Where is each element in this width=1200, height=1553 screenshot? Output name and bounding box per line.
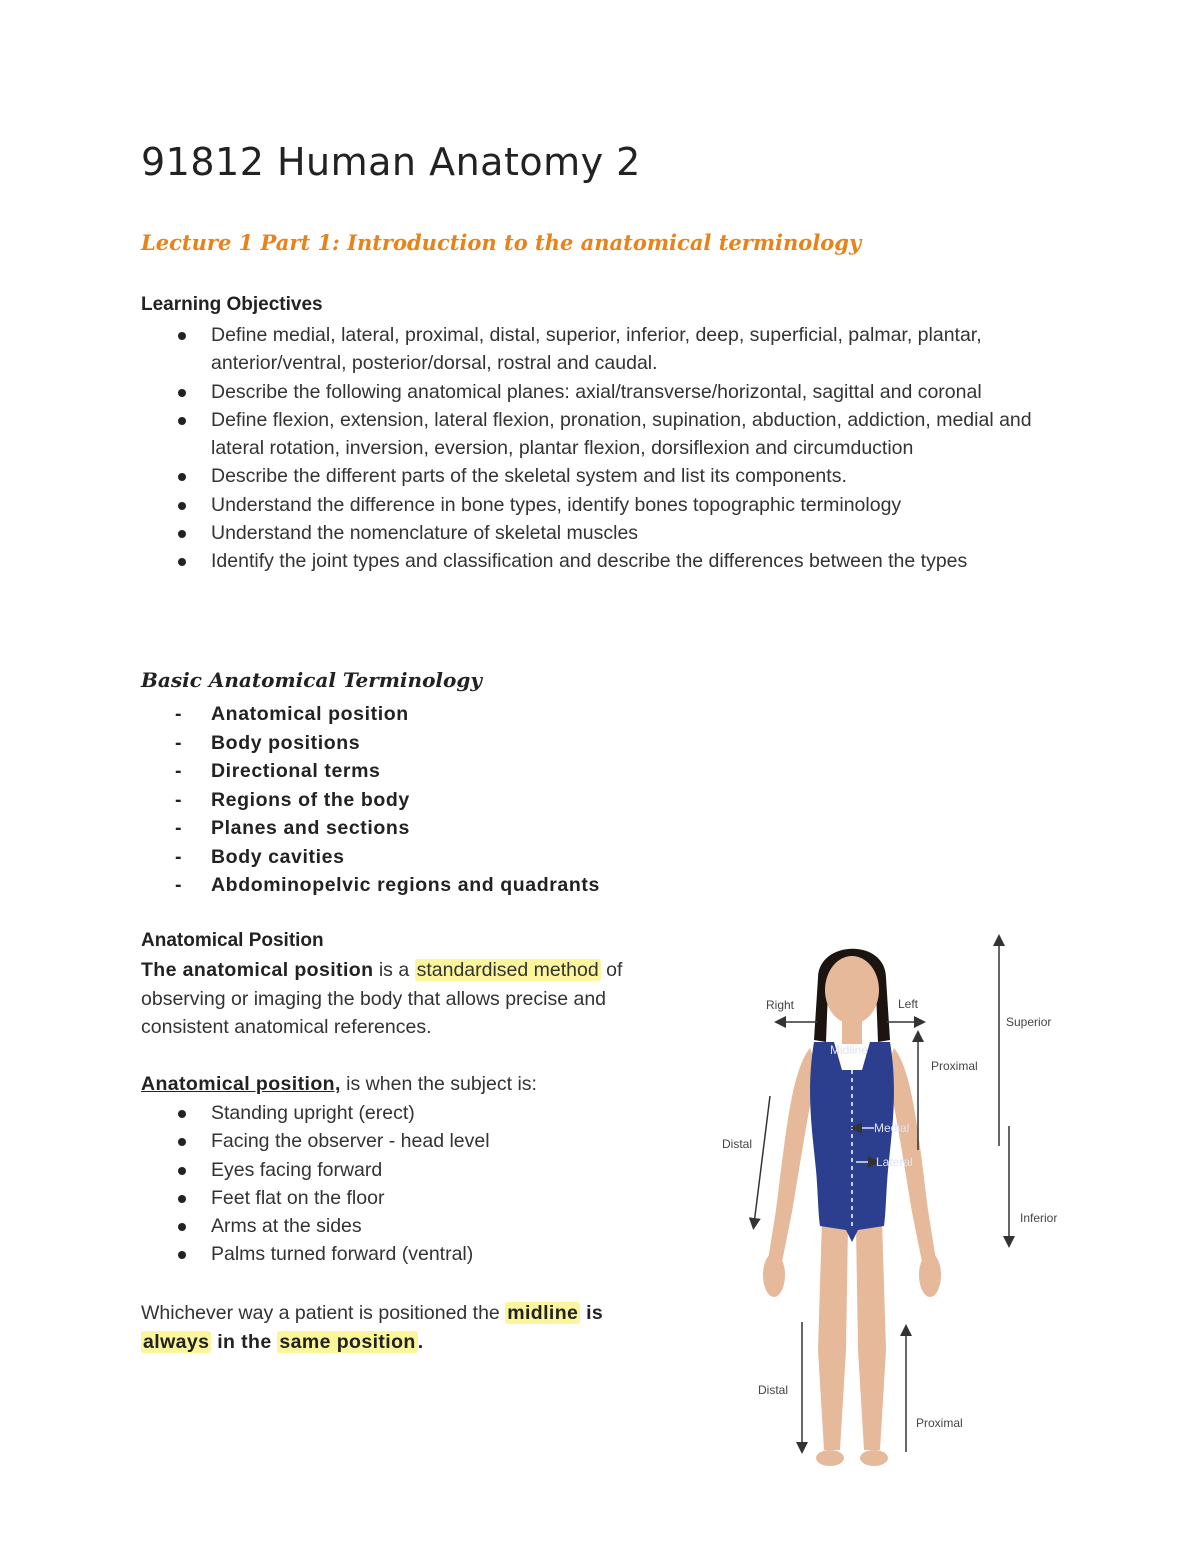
list-item: - Body positions bbox=[141, 729, 600, 758]
label-lateral: Lateral bbox=[876, 1155, 913, 1169]
label-proximal-leg: Proximal bbox=[916, 1416, 963, 1430]
closing-end: . bbox=[417, 1330, 424, 1353]
anatomical-position-criteria bbox=[141, 1099, 661, 1269]
label-distal-arm: Distal bbox=[722, 1137, 753, 1151]
learning-objectives-list bbox=[141, 321, 1071, 576]
list-item: - Body cavities bbox=[141, 843, 600, 872]
label-left: Left bbox=[898, 997, 919, 1011]
basic-terminology-heading: Basic Anatomical Terminology bbox=[141, 668, 482, 692]
highlight-midline: midline bbox=[507, 1302, 579, 1324]
learning-objectives-label: Learning Objectives bbox=[141, 294, 323, 315]
highlight-same-position: same position bbox=[279, 1330, 416, 1353]
left-hand bbox=[919, 1253, 941, 1297]
anatomical-position-definition bbox=[141, 1070, 537, 1099]
right-hand bbox=[763, 1253, 785, 1297]
closing-is: is bbox=[580, 1302, 604, 1324]
right-foot bbox=[816, 1450, 844, 1466]
highlight-always: always bbox=[143, 1330, 210, 1353]
intro-bold-term: The anatomical position bbox=[141, 959, 374, 981]
left-foot bbox=[860, 1450, 888, 1466]
label-proximal-top: Proximal bbox=[931, 1059, 978, 1073]
list-item: - Anatomical position bbox=[141, 700, 600, 729]
list-item: Identify the joint types and classification and describe the differences between the types bbox=[141, 547, 1071, 575]
list-item: Facing the observer - head level bbox=[141, 1127, 661, 1155]
head bbox=[825, 956, 879, 1024]
label-midline: Midline bbox=[830, 1043, 869, 1057]
human-figure bbox=[763, 949, 941, 1466]
list-item: Feet flat on the floor bbox=[141, 1184, 661, 1212]
list-item: Describe the following anatomical planes: axial/transverse/horizontal, sagittal and coronal bbox=[141, 378, 1071, 406]
label-right: Right bbox=[766, 998, 795, 1012]
list-item: Define flexion, extension, lateral flexion, pronation, supination, abduction, addiction, medial and lateral rotation, inversion, eversion, plantar flexion, dorsiflexion and circumduction bbox=[141, 406, 1071, 463]
list-item: Standing upright (erect) bbox=[141, 1099, 661, 1127]
list-item: - Planes and sections bbox=[141, 814, 600, 843]
basic-terminology-list bbox=[141, 700, 600, 900]
lecture-heading: Lecture 1 Part 1: Introduction to the anatomical terminology bbox=[141, 230, 862, 255]
document-title: 91812 Human Anatomy 2 bbox=[141, 140, 641, 184]
list-item: Eyes facing forward bbox=[141, 1156, 661, 1184]
list-item: Understand the nomenclature of skeletal muscles bbox=[141, 519, 1071, 547]
list-item: Define medial, lateral, proximal, distal, superior, inferior, deep, superficial, palmar, plantar, anterior/ventral, posterior/dorsal, rostral and caudal. bbox=[141, 321, 1071, 378]
list-item: - Regions of the body bbox=[141, 786, 600, 815]
label-distal-leg: Distal bbox=[758, 1383, 789, 1397]
highlight-standardised-method: standardised method bbox=[416, 959, 599, 981]
distal-arm-arrow bbox=[754, 1096, 770, 1224]
anatomical-position-label: Anatomical Position bbox=[141, 930, 324, 951]
neck bbox=[842, 1020, 862, 1044]
anatomy-illustration bbox=[718, 930, 1078, 1490]
intro-rest: of observing or imaging the body that allows precise and consistent anatomical references. bbox=[141, 959, 623, 1038]
right-leg bbox=[818, 1220, 848, 1450]
list-item: Understand the difference in bone types, identify bones topographic terminology bbox=[141, 491, 1071, 519]
list-item: Describe the different parts of the skeletal system and list its components. bbox=[141, 462, 1071, 490]
intro-is: is a bbox=[373, 959, 415, 981]
list-item: Palms turned forward (ventral) bbox=[141, 1240, 661, 1268]
label-superior: Superior bbox=[1006, 1015, 1052, 1029]
list-item: - Abdominopelvic regions and quadrants bbox=[141, 871, 600, 900]
closing-start: Whichever way a patient is positioned the bbox=[141, 1302, 506, 1324]
label-medial: Medial bbox=[874, 1121, 910, 1135]
midline-closing-statement bbox=[141, 1299, 681, 1356]
definition-rest: is when the subject is: bbox=[340, 1073, 537, 1095]
left-leg bbox=[856, 1220, 886, 1450]
label-inferior: Inferior bbox=[1020, 1211, 1058, 1225]
anatomical-position-figure bbox=[718, 930, 1078, 1490]
list-item: - Directional terms bbox=[141, 757, 600, 786]
definition-term: Anatomical position, bbox=[141, 1073, 341, 1095]
closing-mid: in the bbox=[211, 1330, 278, 1353]
anatomical-position-intro bbox=[141, 956, 681, 1042]
list-item: Arms at the sides bbox=[141, 1212, 661, 1240]
